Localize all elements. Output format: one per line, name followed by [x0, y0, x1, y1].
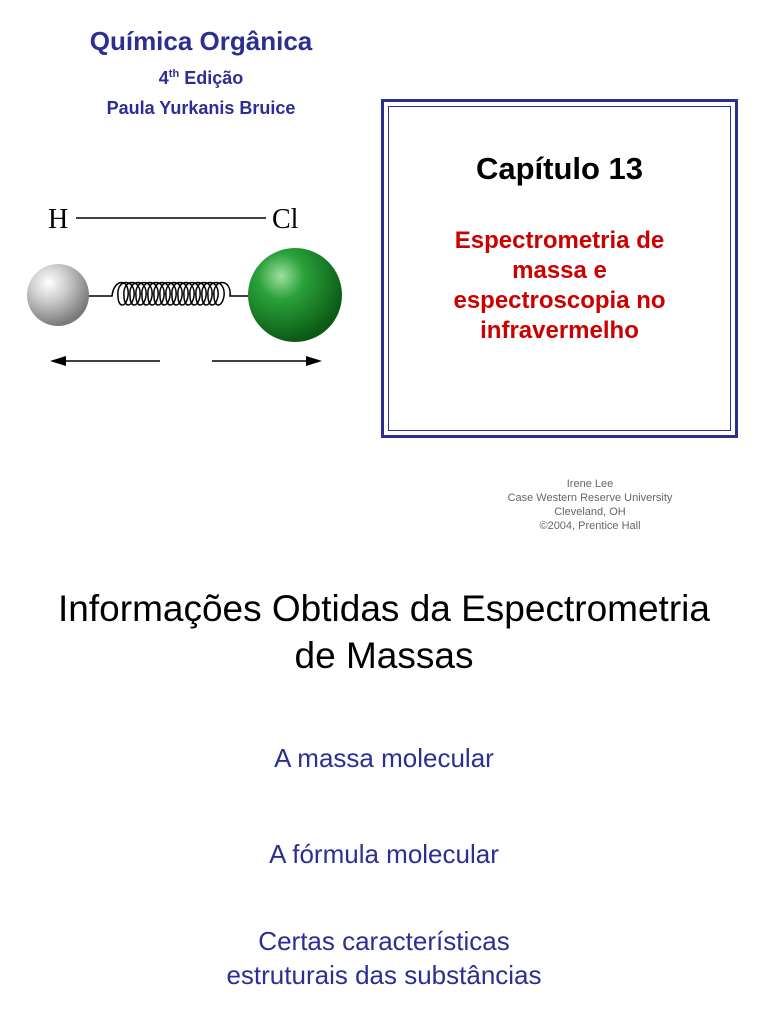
chapter-subtitle-line: espectroscopia no [453, 287, 666, 314]
book-title: Química Orgânica [89, 26, 313, 56]
slide-heading-line: de Massas [294, 635, 474, 676]
bullet-molecular-mass [0, 741, 768, 775]
edition-label [0, 66, 402, 90]
edition-number: 4 [158, 68, 169, 88]
credit-author: Irene Lee [566, 478, 614, 490]
chapter-subtitle-line: Espectrometria de [454, 227, 665, 254]
chapter-title: Capítulo 13 [475, 151, 644, 186]
right-arrow-head [306, 356, 322, 366]
credit-location: Cleveland, OH [554, 506, 626, 518]
bullet-line: A fórmula molecular [269, 839, 499, 869]
chapter-subtitle [404, 226, 715, 346]
credits [460, 477, 720, 533]
chapter-subtitle-line: massa e [512, 257, 607, 284]
chapter-box [381, 99, 738, 438]
hcl-molecule-illustration [20, 196, 360, 376]
hydrogen-atom [27, 264, 89, 326]
bullet-line: A massa molecular [274, 743, 494, 773]
left-arrow-head [50, 356, 66, 366]
chlorine-atom [248, 248, 342, 342]
edition-word: Edição [179, 68, 244, 88]
bullet-molecular-formula [0, 837, 768, 871]
hydrogen-label: H [48, 204, 69, 235]
chlorine-label: Cl [272, 204, 299, 235]
spring-coil [86, 283, 252, 306]
credit-institution: Case Western Reserve University [507, 492, 673, 504]
edition-suffix: th [168, 68, 180, 80]
slide-heading [0, 585, 768, 679]
bullet-structural-features [0, 924, 768, 992]
slide-heading-line: Informações Obtidas da Espectrometria [58, 588, 710, 629]
author-name: Paula Yurkanis Bruice [106, 98, 296, 118]
bullet-line: Certas características [258, 926, 510, 956]
credit-copyright: ©2004, Prentice Hall [539, 520, 641, 532]
chapter-subtitle-line: infravermelho [480, 317, 639, 344]
bullet-line: estruturais das substâncias [226, 960, 542, 990]
